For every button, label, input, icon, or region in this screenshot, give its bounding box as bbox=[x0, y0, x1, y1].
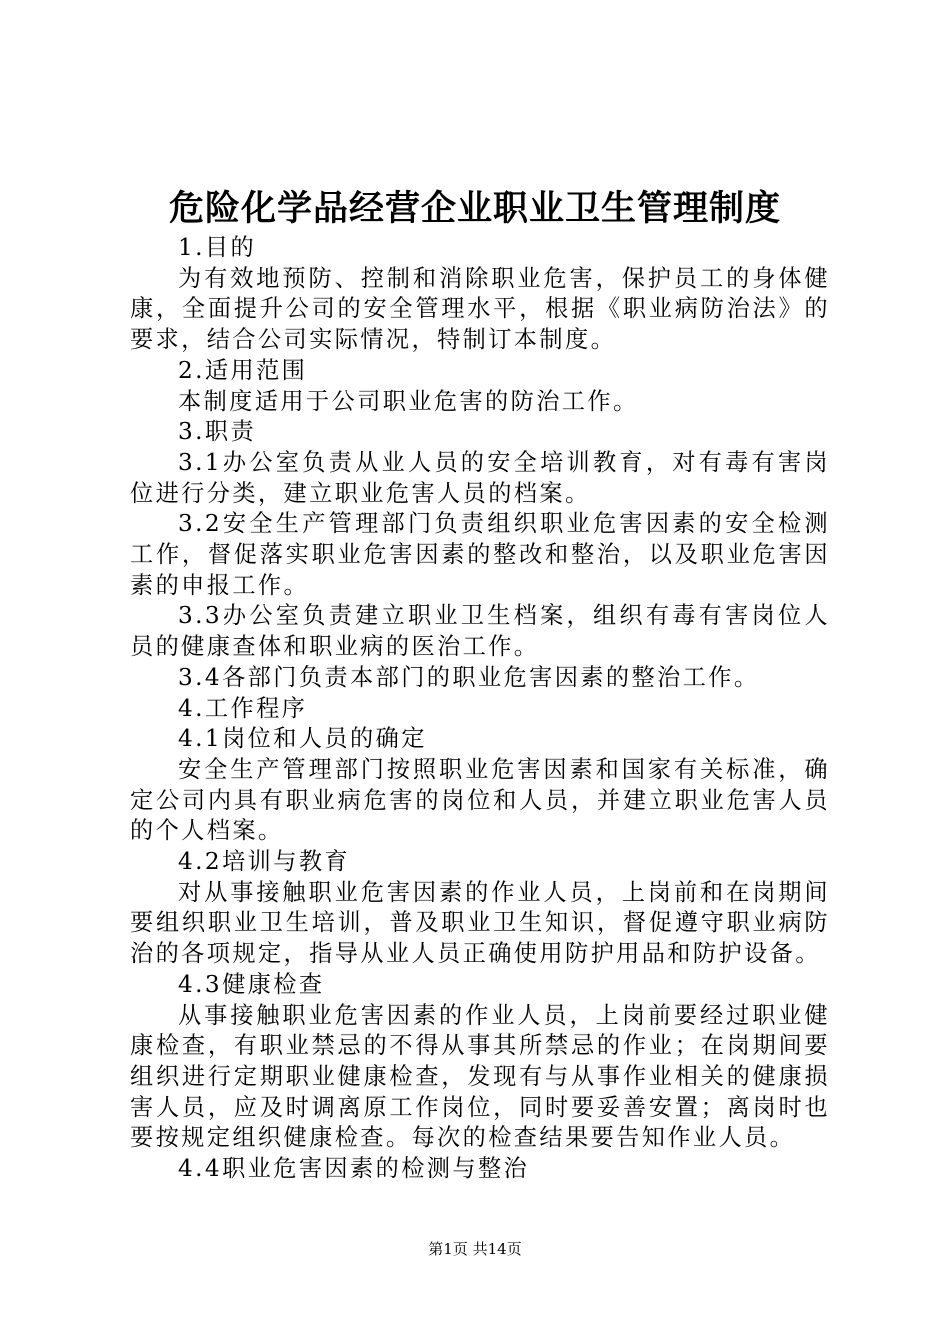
section-heading-scope: 2.适用范围 bbox=[178, 356, 308, 384]
paragraph-responsibility-3-1: 3.1办公室负责从业人员的安全培训教育，对有毒有害岗位进行分类，建立职业危害人员的档案。 bbox=[130, 448, 830, 507]
paragraph-responsibility-3-2: 3.2安全生产管理部门负责组织职业危害因素的安全检测工作，督促落实职业危害因素的整改和整治，以及职业危害因素的申报工作。 bbox=[130, 510, 830, 599]
paragraph-purpose: 为有效地预防、控制和消除职业危害，保护员工的身体健康，全面提升公司的安全管理水平，根据《职业病防治法》的要求，结合公司实际情况，特制订本制度。 bbox=[130, 264, 830, 354]
paragraph-4-1: 安全生产管理部门按照职业危害因素和国家有关标准，确定公司内具有职业病危害的岗位和人员，并建立职业危害人员的个人档案。 bbox=[130, 755, 830, 845]
section-heading-procedure: 4.工作程序 bbox=[178, 694, 308, 722]
paragraph-4-3: 从事接触职业危害因素的作业人员，上岗前要经过职业健康检查，有职业禁忌的不得从事其所禁忌的作业；在岗期间要组织进行定期职业健康检查，发现有与从事作业相关的健康损害人员，应及时调离原工作岗位，同时要妥善安置；离岗时也要按规定组织健康检查。每次的检查结果要告知作业人员。 bbox=[130, 1001, 830, 1152]
section-heading-responsibilities: 3.职责 bbox=[178, 418, 257, 446]
paragraph-4-2: 对从事接触职业危害因素的作业人员，上岗前和在岗期间要组织职业卫生培训，普及职业卫生知识，督促遵守职业病防治的各项规定，指导从业人员正确使用防护用品和防护设备。 bbox=[130, 878, 830, 968]
paragraph-responsibility-3-3: 3.3办公室负责建立职业卫生档案，组织有毒有害岗位人员的健康查体和职业病的医治工作。 bbox=[130, 602, 830, 661]
page-footer bbox=[0, 1238, 950, 1260]
page-number-label: 第1页 共14页 bbox=[428, 1240, 522, 1258]
paragraph-scope: 本制度适用于公司职业危害的防治工作。 bbox=[178, 387, 639, 415]
subsection-heading-4-4: 4.4职业危害因素的检测与整治 bbox=[178, 1155, 530, 1183]
subsection-heading-4-3: 4.3健康检查 bbox=[178, 970, 325, 998]
paragraph-responsibility-3-4: 3.4各部门负责本部门的职业危害因素的整治工作。 bbox=[178, 663, 760, 691]
subsection-heading-4-2: 4.2培训与教育 bbox=[178, 848, 351, 876]
subsection-heading-4-1: 4.1岗位和人员的确定 bbox=[178, 725, 427, 753]
section-heading-purpose: 1.目的 bbox=[178, 234, 257, 261]
document-title: 危险化学品经营企业职业卫生管理制度 bbox=[168, 189, 781, 229]
document-body bbox=[130, 233, 830, 1185]
